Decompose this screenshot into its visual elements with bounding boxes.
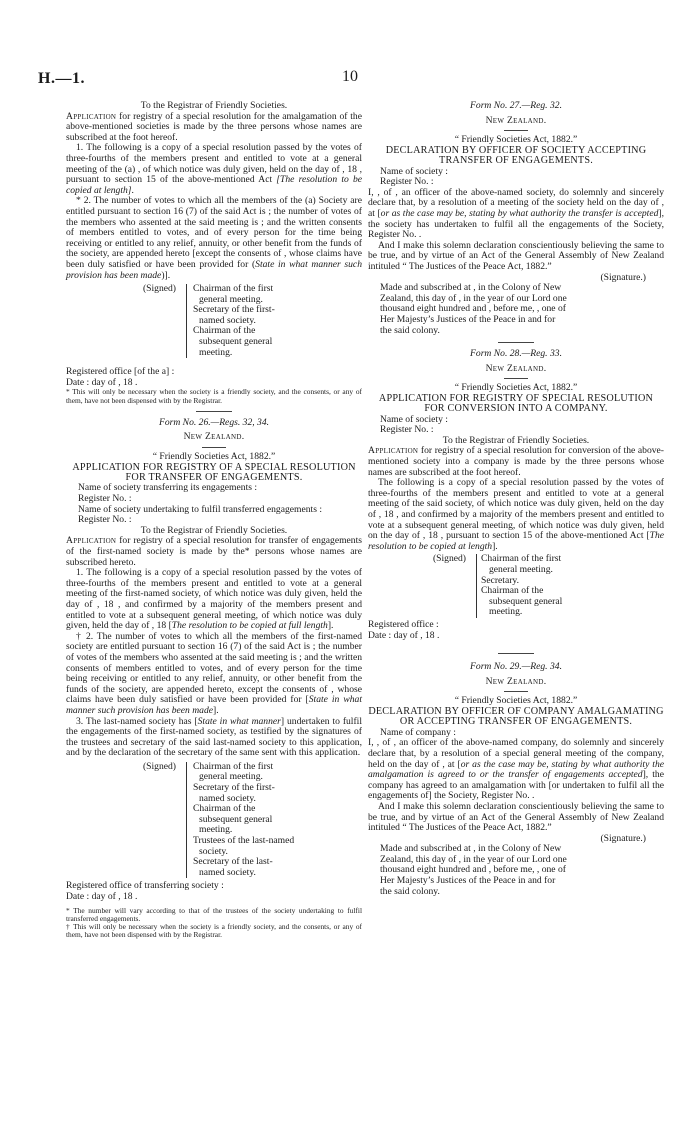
- divider: [202, 447, 226, 448]
- signatory: Secretary of the first-named society.: [193, 782, 275, 804]
- p1-italic: The resolution to be copied at full length: [171, 620, 328, 632]
- field-label: Register No. :: [78, 514, 132, 526]
- intro-lead: Application: [66, 535, 117, 547]
- p1-text: I, , of , an officer of the above-named company, do solemnly and sincerely declare that, by a resolution of a special general meeting of the company, held on the day of , at [: [368, 737, 664, 770]
- p2-end: ].: [213, 704, 219, 716]
- signatory: Chairman of the first general meeting.: [193, 283, 274, 305]
- signatory: Chairman of the subsequent general meeting.: [193, 325, 273, 358]
- p1-text: I, , of , an officer of the above-named society, do solemnly and sincerely declare that, by a resolution of a meeting of the society held on the day of , at [: [368, 186, 664, 219]
- form-title: DECLARATION BY OFFICER OF COMPANY AMALGAMATING OR ACCEPTING TRANSFER OF ENGAGEMENTS.: [368, 705, 664, 728]
- paragraph-2: [66, 196, 362, 281]
- made-and-subscribed: [368, 283, 568, 336]
- signatory: Secretary.: [481, 574, 519, 586]
- declaration-paragraph-2: And I make this solemn declaration conscientiously believing the same to be true, and by virtue of an Act of the General Assembly of New Zealand intituled “ The Justices of the Peace Act, 1882.”: [368, 239, 664, 272]
- addressee: To the Registrar of Friendly Societies.: [140, 524, 288, 536]
- date-line: Date : day of , 18 .: [66, 376, 138, 388]
- paragraph-1: [368, 478, 664, 552]
- declaration-paragraph: [368, 188, 664, 241]
- signature-label: (Signature.): [600, 832, 646, 844]
- registered-office: Registered office of transferring society :: [66, 880, 224, 892]
- addressee: To the Registrar of Friendly Societies.: [442, 434, 590, 446]
- addressee: To the Registrar of Friendly Societies.: [140, 100, 288, 111]
- divider: [504, 130, 528, 131]
- field-label: Name of society transferring its engagements :: [78, 482, 258, 494]
- form-title: APPLICATION FOR REGISTRY OF SPECIAL RESOLUTION FOR CONVERSION INTO A COMPANY.: [378, 392, 654, 415]
- divider: [504, 378, 528, 379]
- field-label: Register No. :: [78, 493, 132, 505]
- field-label: Register No. :: [380, 424, 434, 436]
- signatory: Chairman of the first general meeting.: [193, 760, 274, 783]
- application-intro: [368, 446, 664, 478]
- divider: [196, 411, 232, 412]
- p1-text: 1. The following is a copy of a special resolution passed by the votes of three-fourths of the members present and entitled to vote at a general meeting of the (a) , of which notice was duly given, held on the day of , 18 , pursuant to section 15 of the above-mentioned Act: [66, 142, 362, 186]
- form-heading: Form No. 28.—Reg. 33.: [470, 348, 562, 360]
- divider: [504, 691, 528, 692]
- field-label: Name of society undertaking to fulfil transferred engagements :: [78, 503, 323, 515]
- p3-text: 3. The last-named society has [: [76, 715, 198, 727]
- paragraph-1: [66, 143, 362, 196]
- p1-italic: or as the case may be, stating by what authority the transfer is accepted: [380, 207, 659, 219]
- form-title: APPLICATION FOR REGISTRY OF A SPECIAL RESOLUTION FOR TRANSFER OF ENGAGEMENTS.: [72, 461, 356, 484]
- divider: [498, 342, 534, 343]
- signed-label: (Signed): [142, 760, 176, 772]
- form-heading: Form No. 26.—Regs. 32, 34.: [158, 416, 270, 428]
- p1-end: ].: [327, 620, 334, 632]
- country-heading: New Zealand.: [485, 362, 547, 374]
- p2-text: * 2. The number of votes to which all the members of the (a) Society are entitled pursuant to section 16 (7) of the said Act is ; the number of votes of the members who assented at the said meeting is ; and the written consents of members entitled to votes, and of every person for the time being receiving or entitled to any relief, annuity, or other benefit from the funds of the society, are appended hereto [except the consents of , whose claims have been duly satisfied or have been provided for (: [66, 195, 362, 270]
- p1-text: 1. The following is a copy of a special resolution passed by the votes of three-fourths of the members present and entitled to vote at a general meeting of the first-named society, of which notice was duly given, held the day of , 18 , and confirmed by a majority of the members present and entitled to vote at a subsequent general meeting, of which notice was duly given, held the day of , 18 [: [66, 567, 362, 632]
- signatory: Trustees of the last-named society.: [193, 835, 295, 857]
- signatories: [186, 762, 298, 879]
- signatory: Secretary of the last-named society.: [193, 856, 273, 878]
- application-intro: [66, 112, 362, 144]
- right-column: [368, 101, 664, 897]
- made-and-subscribed: [368, 844, 568, 897]
- signatories: [476, 554, 576, 618]
- act-title: “ Friendly Societies Act, 1882.”: [454, 382, 578, 394]
- field-label: Register No. :: [380, 176, 434, 188]
- made-text: Made and subscribed at , in the Colony of New Zealand, this day of , in the year of our Lord one thousand eight hundred and , before me, , one of Her Majesty’s Justices of the Peace in and for the said colony.: [380, 843, 567, 897]
- signature-block: [66, 284, 362, 358]
- p3-italic: State in what manner: [197, 715, 281, 727]
- act-title: “ Friendly Societies Act, 1882.”: [454, 695, 578, 707]
- act-title: “ Friendly Societies Act, 1882.”: [454, 134, 578, 146]
- p1-end: ], the company has agreed to an amalgamation with [or undertaken to fulfil all the engagements of] the Society, Register No. .: [368, 769, 664, 802]
- p1-end: ], the society has undertaken to fulfil all the engagements of the Society, Register No. .: [368, 207, 664, 241]
- registered-office: Registered office [of the a] :: [66, 366, 175, 378]
- left-column: [66, 101, 362, 939]
- field-label: Name of society :: [380, 413, 448, 425]
- p1-text: The following is a copy of a special resolution passed by the votes of three-fourths of the members present and entitled to vote at a general meeting of the said society, of which notice was duly given, held on the day of , 18 , and confirmed by a majority of the members present and entitled to vote at a subsequent general meeting, of which notice was duly given, held on the day of , 18 , pursuant to section 15 of the above-mentioned Act [: [368, 477, 664, 542]
- form-title: DECLARATION BY OFFICER OF SOCIETY ACCEPTING TRANSFER OF ENGAGEMENTS.: [385, 144, 647, 167]
- footnote: * This will only be necessary when the society is a friendly society, and the consents, or any of them, have not been dispensed with by the Registrar.: [66, 387, 362, 405]
- paragraph-2: [66, 632, 362, 717]
- p2-italic: State in what manner such provision has been made: [66, 258, 362, 281]
- p2-text: † 2. The number of votes to which all the members of the first-named society are entitled pursuant to section 16 (7) of the said Act is ; the number of votes of the members who assented at the said meeting is ; and the written consents of members entitled to votes, and of every person for the time being receiving or entitled to any relief, annuity, or other benefit from the funds of the society, are appended hereto, except the consents of , whose claims have been duly satisfied or have been provided for [: [66, 630, 362, 706]
- p1-end: .: [131, 184, 134, 196]
- date-line: Date : day of , 18 .: [368, 629, 440, 641]
- footnote: † This will only be necessary when the society is a friendly society, and the consents, or any of them, have not been dispensed with by the Registrar.: [66, 922, 362, 940]
- country-heading: New Zealand.: [183, 431, 245, 443]
- made-text: Made and subscribed at , in the Colony of New Zealand, this day of , in the year of our Lord one thousand eight hundred and , before me, , one of Her Majesty’s Justices of the Peace in and for the said colony.: [380, 282, 567, 336]
- p2-end: )].: [161, 269, 171, 281]
- signed-label: (Signed): [142, 283, 176, 295]
- form-heading: Form No. 27.—Reg. 32.: [470, 100, 562, 111]
- page-number: 10: [342, 68, 358, 85]
- signed-label: (Signed): [432, 553, 466, 565]
- intro-lead: Application: [66, 110, 117, 122]
- divider: [498, 653, 534, 654]
- signatory: Secretary of the first-named society.: [193, 304, 275, 326]
- declaration-paragraph: [368, 738, 664, 802]
- footnote: * The number will vary according to that of the trustees of the society undertaking to fulfil transferred engagements.: [66, 905, 362, 923]
- field-label: Name of company :: [380, 726, 456, 738]
- intro-lead: Application: [368, 445, 419, 457]
- p1-italic: or as the case may be, stating by what authority the amalgamation is agreed to or the transfer of engagements accepted: [368, 758, 664, 781]
- paragraph-1: [66, 568, 362, 632]
- field-label: Name of society :: [380, 165, 448, 177]
- p1-italic: The resolution to be copied at length: [368, 530, 664, 552]
- application-intro: [66, 536, 362, 568]
- registered-office: Registered office :: [368, 618, 439, 630]
- declaration-paragraph-2: And I make this solemn declaration conscientiously believing the same to be true, and by virtue of an Act of the General Assembly of New Zealand intituled “ The Justices of the Peace Act, 1882.”: [368, 800, 664, 834]
- paragraph-3: [66, 717, 362, 759]
- signature-label: (Signature.): [600, 271, 646, 283]
- date-line: Date : day of , 18 .: [66, 891, 138, 902]
- country-heading: New Zealand.: [485, 675, 547, 687]
- intro-text: for registry of a special resolution for the amalgamation of the above-mentioned societies is made by the three persons whose names are subscribed at the foot hereof.: [66, 110, 362, 143]
- signature-block: [368, 554, 664, 618]
- signatory: Chairman of the first general meeting.: [481, 553, 562, 575]
- signatory: Chairman of the subsequent general meeting.: [193, 803, 273, 836]
- p2-italic: State in what manner such provision has been made: [66, 694, 362, 716]
- country-heading: New Zealand.: [485, 114, 547, 126]
- form-heading: Form No. 29.—Reg. 34.: [470, 661, 562, 673]
- p3-text-end: ] undertaken to fulfil the engagements of the first-named society, as testified by the signatures of the trustees and secretary of the said last-named society to this application, and by the declaration of the secretary of the same sent with this application.: [66, 715, 363, 759]
- p1-italic: [The resolution to be copied at length]: [66, 174, 363, 196]
- signature-block: [66, 762, 362, 879]
- act-title: “ Friendly Societies Act, 1882.”: [152, 451, 276, 463]
- intro-text: for registry of a special resolution for transfer of engagements of the first-named society is made by the* persons whose names are subscribed hereto.: [66, 535, 362, 568]
- intro-text: for registry of a special resolution for conversion of the above-mentioned society into a company is made by the three persons whose names are subscribed at the foot hereof.: [368, 445, 664, 478]
- document-code: H.—1.: [38, 70, 85, 87]
- p1-end: ].: [492, 540, 498, 552]
- signatory: Chairman of the subsequent general meeting.: [481, 585, 563, 618]
- signatories: [186, 284, 298, 358]
